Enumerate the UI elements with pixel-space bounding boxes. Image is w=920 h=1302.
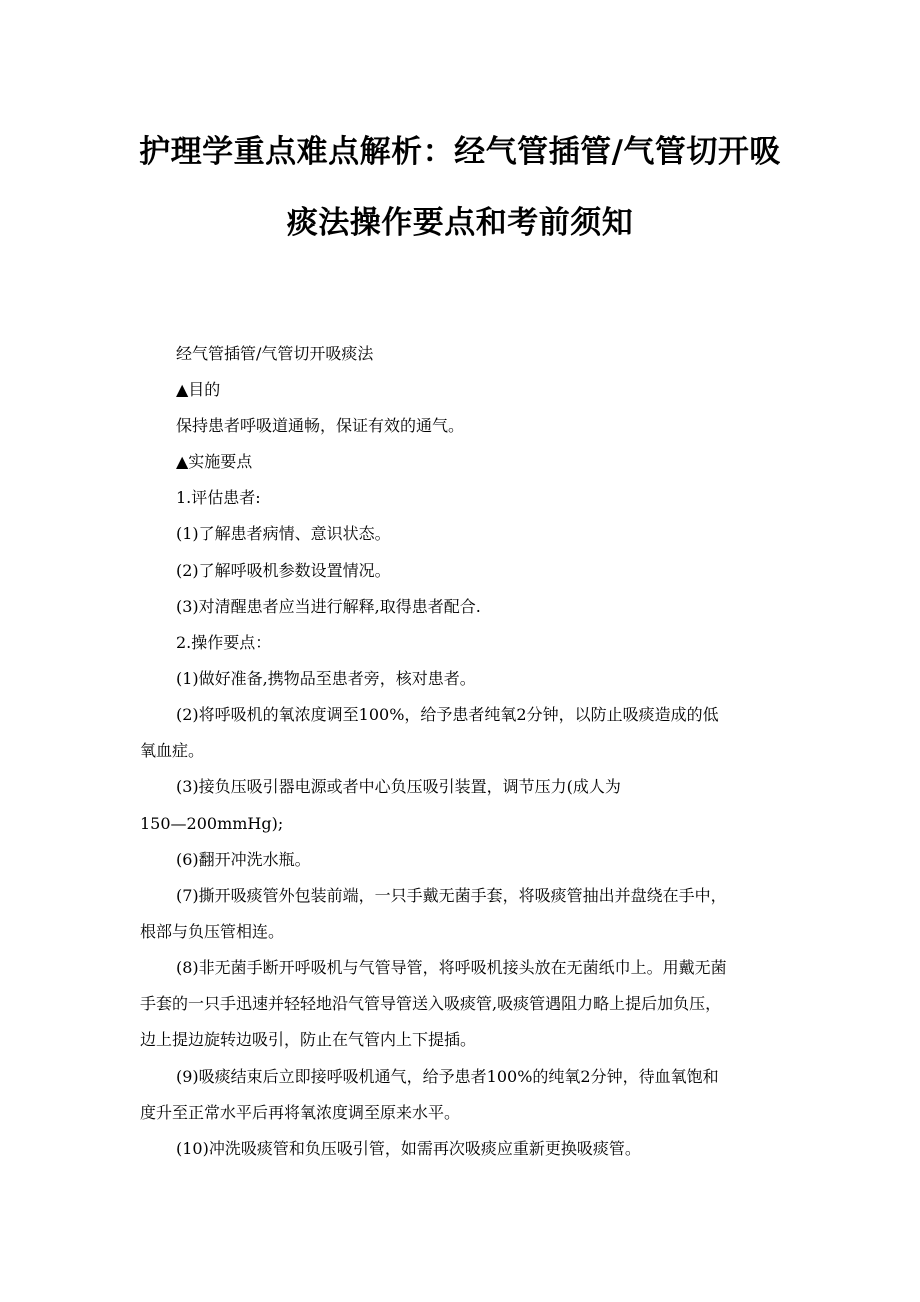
step-2-heading: 2.操作要点：: [176, 633, 272, 652]
step-2-item-1: (1)做好准备,携物品至患者旁，核对患者。: [176, 669, 476, 688]
step-1-heading: 1.评估患者:: [176, 488, 261, 507]
step-2-item-3: (3)接负压吸引器电源或者中心负压吸引装置，调节压力(成人为: [176, 777, 621, 796]
step-2-item-2: (2)将呼吸机的氧浓度调至100%，给予患者纯氧2分钟，以防止吸痰造成的低: [176, 705, 719, 724]
step-2-item-10: (10)冲洗吸痰管和负压吸引管，如需再次吸痰应重新更换吸痰管。: [176, 1139, 641, 1158]
step-2-item-9: (9)吸痰结束后立即接呼吸机通气，给予患者100%的纯氧2分钟，待血氧饱和: [176, 1067, 719, 1086]
purpose-text: 保持患者呼吸道通畅，保证有效的通气。: [176, 416, 465, 435]
step-2-item-7-cont: 根部与负压管相连。: [140, 922, 285, 941]
section-heading: 经气管插管/气管切开吸痰法: [176, 344, 374, 363]
step-1-item-2: (2)了解呼吸机参数设置情况。: [176, 561, 391, 580]
document-title-line-2: 痰法操作要点和考前须知: [286, 205, 634, 241]
step-2-item-7: (7)撕开吸痰管外包装前端，一只手戴无菌手套，将吸痰管抽出并盘绕在手中，: [176, 886, 727, 905]
document-title-line-1: 护理学重点难点解析：经气管插管/气管切开吸: [139, 134, 781, 170]
step-1-item-3: (3)对清醒患者应当进行解释,取得患者配合.: [176, 597, 481, 616]
step-2-item-8-cont-2: 边上提边旋转边吸引，防止在气管内上下提插。: [140, 1030, 477, 1049]
step-2-item-9-cont: 度升至正常水平后再将氧浓度调至原来水平。: [140, 1103, 461, 1122]
step-2-item-2-cont: 氧血症。: [140, 741, 205, 760]
step-2-item-3-cont: 150—200mmHg);: [140, 814, 284, 833]
step-2-item-8: (8)非无菌手断开呼吸机与气管导管，将呼吸机接头放在无菌纸巾上。用戴无菌: [176, 958, 727, 977]
implementation-heading: ▲实施要点: [176, 452, 253, 471]
step-2-item-6: (6)翻开冲洗水瓶。: [176, 850, 311, 869]
step-2-item-8-cont-1: 手套的一只手迅速并轻轻地沿气管导管送入吸痰管,吸痰管遇阻力略上提后加负压，: [140, 994, 722, 1013]
purpose-heading: ▲目的: [176, 380, 221, 399]
step-1-item-1: (1)了解患者病情、意识状态。: [176, 524, 391, 543]
